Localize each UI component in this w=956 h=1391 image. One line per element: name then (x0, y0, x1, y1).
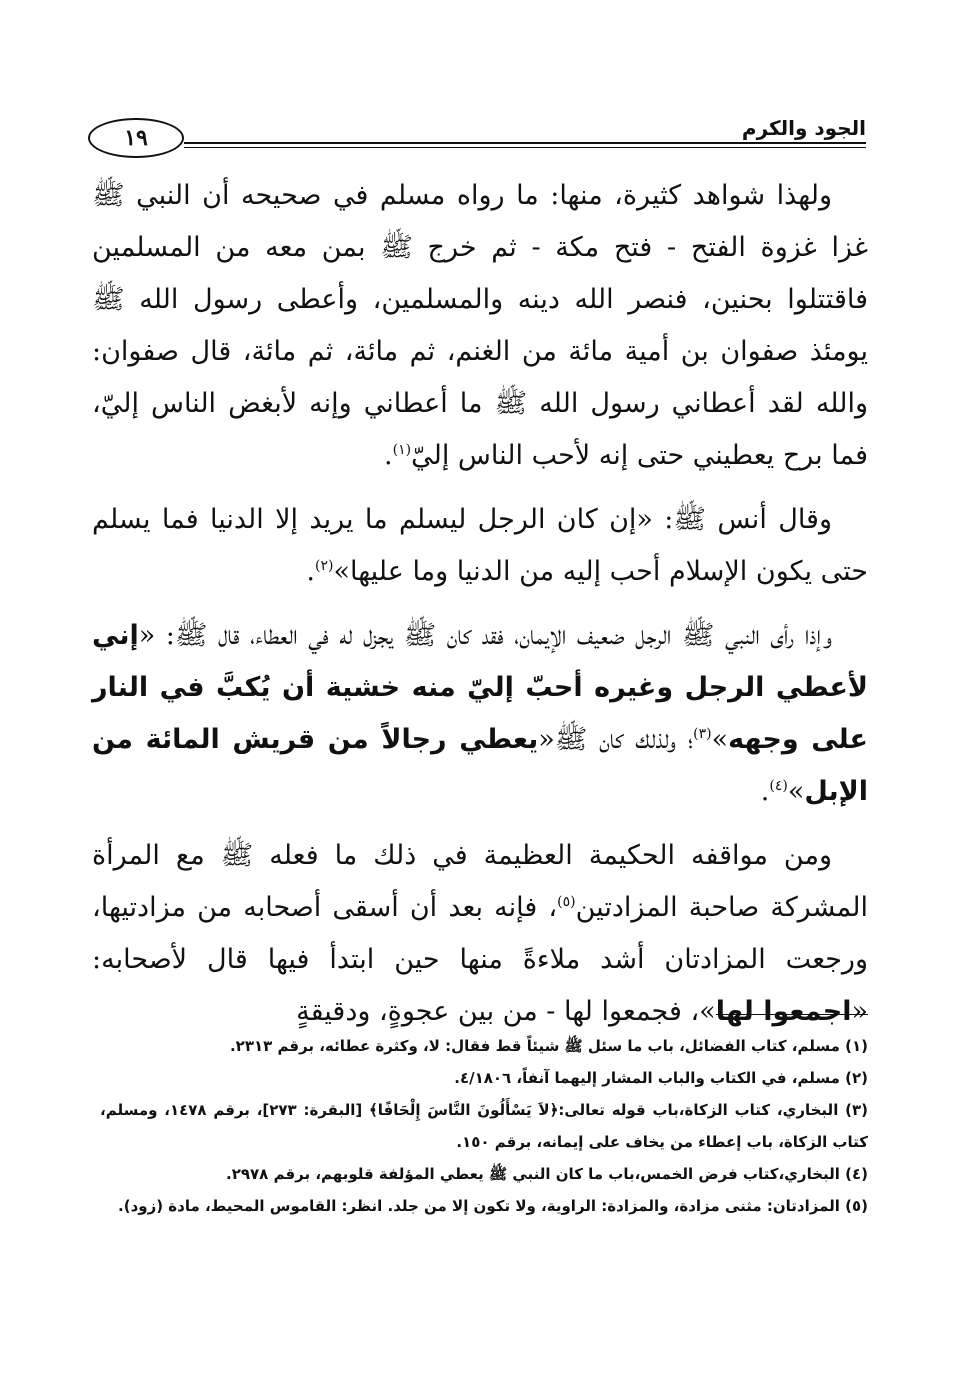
main-text (92, 170, 868, 1038)
footnote-ref: (٣) (693, 726, 712, 742)
punctuation: . (760, 776, 770, 807)
hadith-quote: اجمعوا لها (715, 996, 852, 1027)
paragraph-3 (92, 610, 868, 818)
paragraph-text: ومن مواقفه الحكيمة العظيمة في ذلك ما فعله ﷺ مع المرأة المشركة صاحبة المزادتين (92, 840, 868, 923)
paragraph-text: ؛ ولذلك كان ﷺ« (538, 724, 694, 755)
paragraph-text: ولهذا شواهد كثيرة، منها: ما رواه مسلم في صحيحه أن النبي ﷺ غزا غزوة الفتح - فتح مكة - ثم خرج ﷺ بمن معه من المسلمين فاقتتلوا بحنين، فنصر الله دينه والمسلمين، وأعطى رسول الله ﷺ يومئذ صفوان بن أمية مائة من الغنم، ثم مائة، ثم مائة، قال صفوان: والله لقد أعطاني رسول الله ﷺ ما أعطاني وإنه لأبغض الناس إليّ، فما برح يعطيني حتى إنه لأحب الناس إليّ (92, 180, 868, 471)
page-number: ١٩ (88, 118, 184, 158)
footnote-ref: (٤) (769, 778, 788, 794)
paragraph-text: وإذا رأى النبي ﷺ الرجل ضعيف الإيمان، فقد كان ﷺ يجزل له في العطاء، قال ﷺ: « (138, 620, 832, 651)
punctuation: . (384, 440, 393, 471)
footnote-ref: (٢) (315, 558, 334, 574)
footnote-2: (٢) مسلم، في الكتاب والباب المشار إليهما آنفاً، ٤/١٨٠٦. (454, 1069, 868, 1087)
footnote-3: (٣) البخاري، كتاب الزكاة،باب قوله تعالى:﴿لاَ يَسْأَلُونَ النَّاسَ إِلْحَافًا﴾ [البقرة: ٢٧٣]، برقم ١٤٧٨، ومسلم، كتاب الزكاة، باب إعطاء من يخاف على إيمانه، برقم ١٥٠. (100, 1101, 868, 1151)
footnote-1: (١) مسلم، كتاب الفضائل، باب ما سئل ﷺ شيئاً قط فقال: لا، وكثرة عطائه، برقم ٢٣١٣. (229, 1037, 868, 1055)
paragraph-1 (92, 170, 868, 482)
footnotes (100, 1030, 868, 1222)
punctuation: . (306, 556, 315, 587)
quote-close: » (711, 724, 729, 755)
running-title: الجود والكرم (741, 116, 866, 140)
paragraph-text: »، فجمعوا لها - من بين عجوةٍ، ودقيقةٍ (296, 996, 716, 1027)
footnote-5: (٥) المزادتان: مثنى مزادة، والمزادة: الراوية، ولا تكون إلا من جلد. انظر: القاموس المحيط، مادة (زود). (118, 1197, 868, 1215)
hadith-quote: يعطي رجالاً من قريش المائة من الإبل (92, 724, 868, 807)
header-rule (184, 142, 866, 144)
footnote-4: (٤) البخاري،كتاب فرض الخمس،باب ما كان النبي ﷺ يعطي المؤلفة قلوبهم، برقم ٢٩٧٨. (226, 1165, 868, 1183)
footnote-separator (716, 1014, 868, 1015)
footnote-ref: (١) (392, 442, 412, 458)
page-header (88, 112, 866, 168)
quote-close: » (787, 776, 805, 807)
paragraph-2 (92, 494, 868, 598)
paragraph-text: ، فإنه بعد أن أسقى أصحابه من مزادتيها، ورجعت المزادتان أشد ملاءةً منها حين ابتدأ فيها قال لأصحابه: « (92, 892, 868, 1027)
paragraph-4 (92, 830, 868, 1038)
footnote-ref: (٥) (557, 894, 576, 910)
paragraph-text: وقال أنس ﷺ: «إن كان الرجل ليسلم ما يريد إلا الدنيا فما يسلم حتى يكون الإسلام أحب إليه من الدنيا وما عليها» (92, 504, 868, 587)
header-rule-thin (184, 147, 866, 148)
hadith-quote: إني لأعطي الرجل وغيره أحبّ إليّ منه خشية أن يُكبَّ في النار على وجهه (92, 620, 868, 755)
